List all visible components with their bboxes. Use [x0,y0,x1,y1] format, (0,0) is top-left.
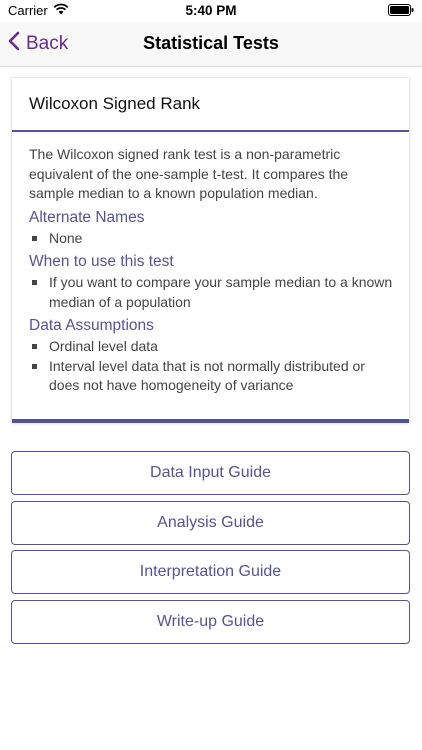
list-item [29,357,395,396]
list-item-text: Ordinal level data [49,338,158,354]
back-label: Back [26,33,69,54]
bullet-icon [32,236,37,241]
card-body [29,145,395,396]
list-item [29,273,395,312]
list-item [29,229,395,249]
interpretation-guide-button[interactable]: Interpretation Guide [11,550,410,594]
bullet-icon [32,364,37,369]
navigation-bar [0,22,422,67]
list-item-text: If you want to compare your sample median to a known median of a population [49,274,393,310]
data-input-guide-button[interactable]: Data Input Guide [11,451,410,495]
battery-icon [388,4,414,19]
bullet-icon [32,280,37,285]
test-description: The Wilcoxon signed rank test is a non-parametric equivalent of the one-sample t-test. It compares the sample median to a known population median. [29,146,349,201]
section-heading-when-to-use: When to use this test [29,253,174,270]
card-divider [12,130,409,132]
analysis-guide-button[interactable]: Analysis Guide [11,501,410,545]
carrier-label: Carrier [8,3,48,18]
when-to-use-list [29,273,395,312]
section-heading-data-assumptions: Data Assumptions [29,317,154,334]
test-info-card [12,78,409,423]
alternate-names-list [29,229,395,249]
write-up-guide-button[interactable]: Write-up Guide [11,600,410,644]
status-bar [0,0,422,22]
list-item [29,337,395,357]
page-title: Statistical Tests [143,33,279,53]
section-heading-alternate-names: Alternate Names [29,208,145,226]
bullet-icon [32,344,37,349]
list-item-text: Interval level data that is not normally distributed or does not have homogeneity of variance [49,357,365,393]
card-title: Wilcoxon Signed Rank [29,94,201,113]
status-time: 5:40 PM [185,3,237,18]
list-item-text: None [49,229,83,246]
data-assumptions-list [29,337,395,396]
